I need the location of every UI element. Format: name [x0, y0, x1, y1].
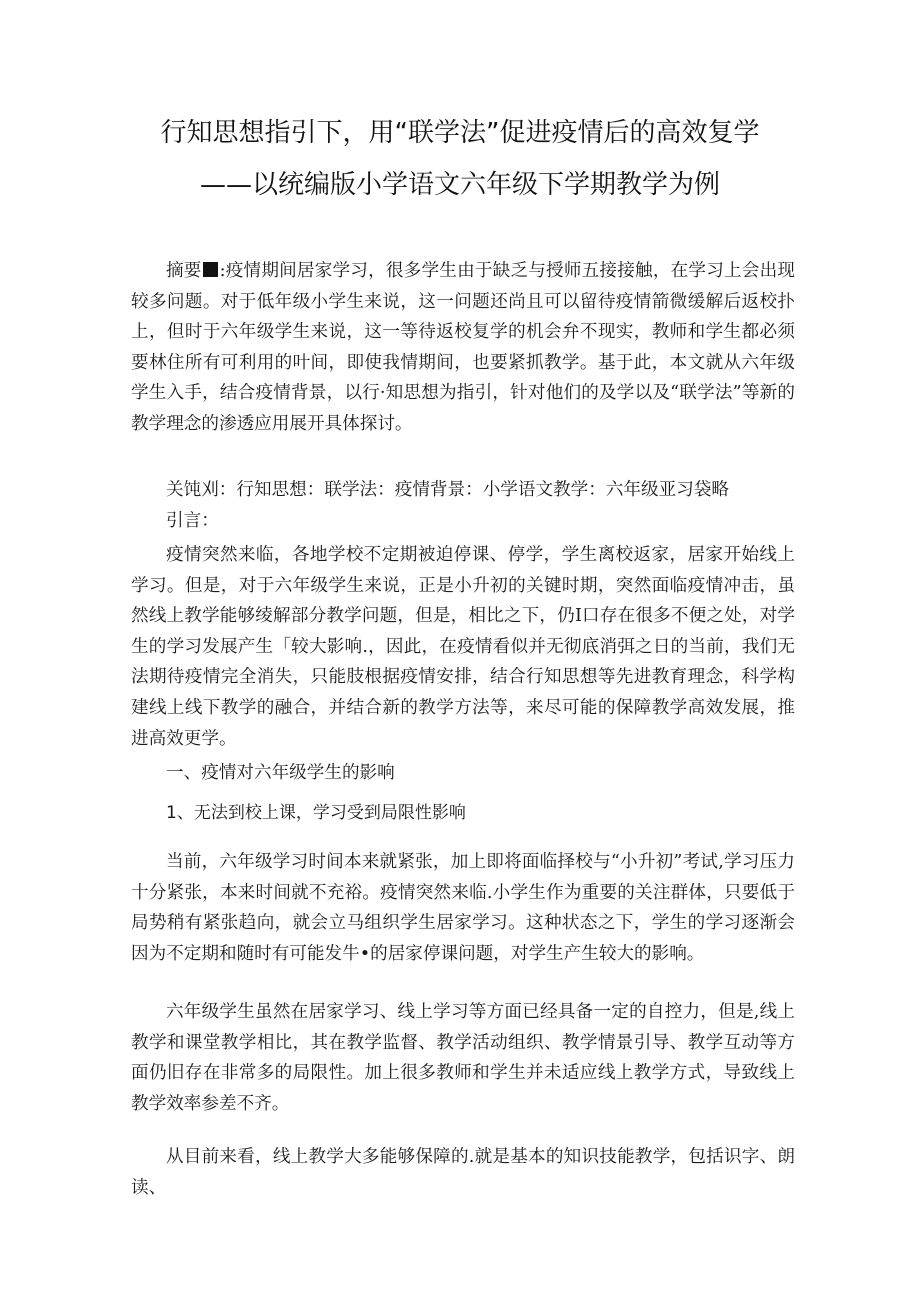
abstract-label: 摘要	[166, 261, 202, 281]
abstract-text: :疫情期间居家学习，很多学生由于缺乏与授师五接接触，在学习上会出现较多问题。对于低年级小学生来说，这一问题还尚且可以留待疫情箭微缓解后返校扑上，但时于六年级学生来说，这一等待返校复学的机会弁不现实，教师和学生都必须要林住所有可利用的叶间，即使我情期间，也要紧抓教学。基于此，本文就从六年级学生入手，结合疫情背景，以行·知思想为指引，针对他们的及学以及“联学法”等新的教学理念的渗透应用展开具体探讨。	[131, 261, 795, 434]
section-heading: 一、疫情对六年级学生的影响	[166, 763, 395, 783]
body-paragraph: 六年级学生虽然在居家学习、线上学习等方面已经具备一定的自控力，但是,线上教学和课堂教学相比，其在教学监督、教学活动组织、教学情景引导、教学互动等方面仍旧存在非常多的局限性。加上很多教师和学生并未适应线上教学方式，导致线上教学效率参差不齐。	[131, 1002, 795, 1114]
intro-paragraph: 疫情突然来临，各地学校不定期被迫停课、停学，学生离校返家，居家开始线上学习。但是，对于六年级学生来说，正是小升初的关键时期，突然面临疫情冲击，虽然线上教学能够绫解部分教学问题，但是，相比之下，仍I口存在很多不便之处，对学生的学习发展产生「较大影响.，因此，在疫情看似并无彻底消弭之日的当前，我们无法期待疫情完全消失，只能肢根据疫情安排，结合行知思想等先进教育理念，科学构建线上线下教学的融合，并结合新的教学方法等，来尽可能的保障教学高效发展，推进高效更学。	[131, 545, 795, 749]
body-paragraph: 从目前来看，线上教学大多能够保障的.就是基本的知识技能教学，包括识字、朗读、	[131, 1147, 795, 1198]
document-subtitle: ——以统编版小学语文六年级下学期教学为例	[199, 170, 720, 200]
redaction-square-icon	[203, 262, 218, 277]
subsection-heading: 1、无法到校上课，学习受到局限性影响	[166, 803, 466, 823]
keywords-line: 关饨刈：行知思想：联学法：疫情背景：小学语文教学：六年级亚习袋略	[166, 480, 730, 500]
document-title: 行知思想指引下，用“联学法”促进疫情后的高效复学	[160, 118, 760, 148]
abstract-paragraph	[131, 256, 795, 440]
body-paragraph: 当前，六年级学习时间本来就紧张，加上即将面临择校与“小升初”考试,学习压力十分紧张，本来时间就不充裕。疫情突然来临.小学生作为重要的关注群体，只要低于局势稍有紧张趋向，就会立马组织学生居家学习。这种状态之下，学生的学习逐渐会因为不定期和随时有可能发牛•的居家停课问题，对学生产生较大的影响。	[131, 852, 795, 964]
intro-heading: 引言：	[166, 511, 219, 531]
